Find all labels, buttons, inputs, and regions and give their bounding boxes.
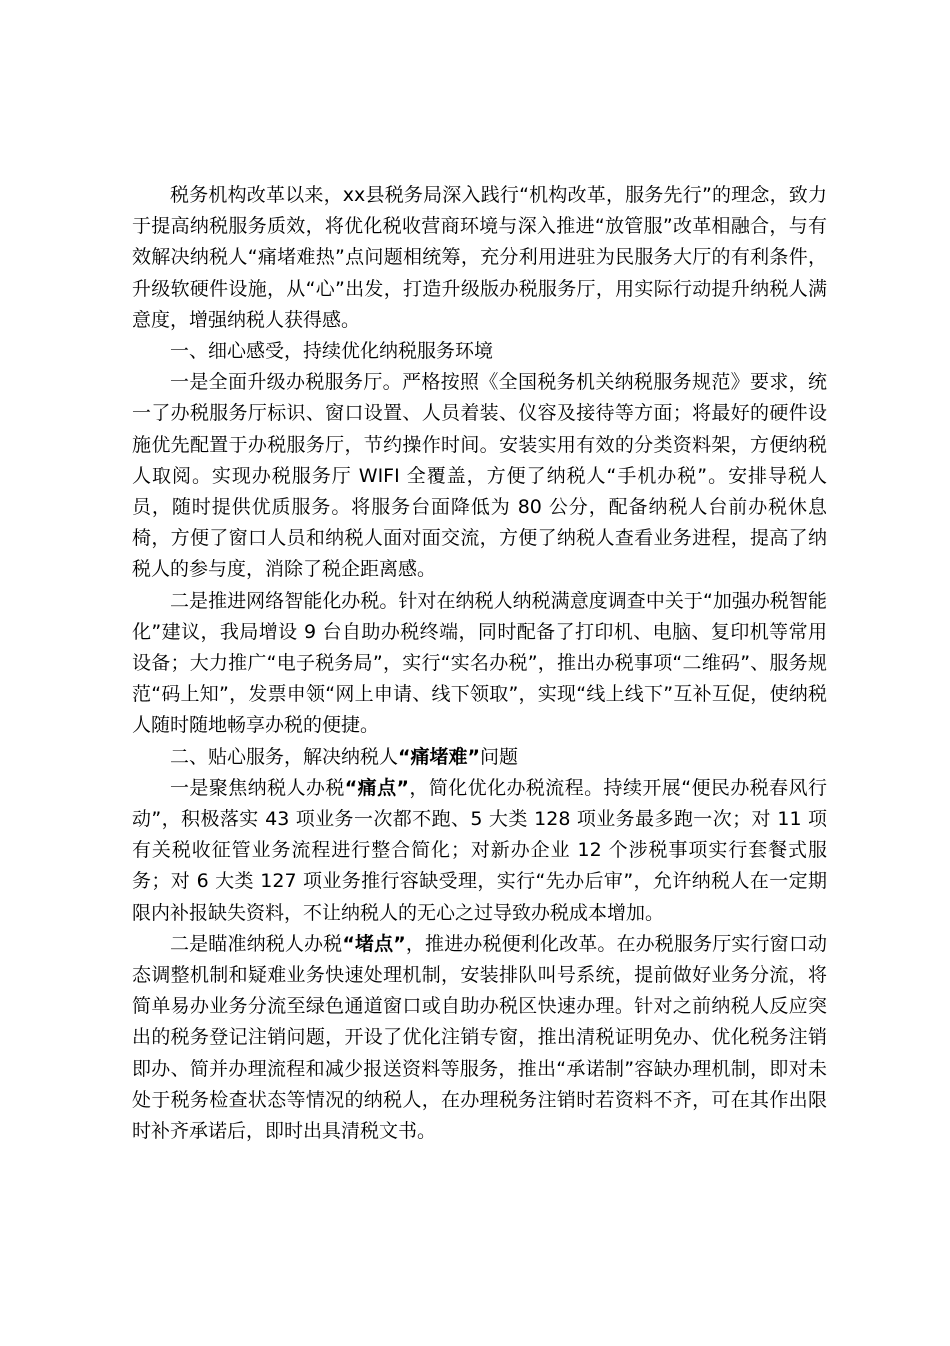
section-2-paragraph-2-body: ，推进办税便利化改革。在办税服务厅实行窗口动态调整机制和疑难业务快速处理机制，安装排队叫号系统，提前做好业务分流，将简单易办业务分流至绿色通道窗口或自助办税区快速办理。针对之前纳税人反应突出的税务登记注销问题，开设了优化注销专窗，推出清税证明免办、优化税务注销即办、简并办理流程和减少报送资料等服务，推出“承诺制”容缺办理机制，即对未处于税务检查状态等情况的纳税人，在办理税务注销时若资料不齐，可在其作出限时补齐承诺后，即时出具清税文书。 [132, 932, 827, 1143]
section-2-heading-emphasis: “痛堵难” [398, 745, 480, 768]
section-2-paragraph-1-lead: 一是聚焦纳税人办税 [170, 776, 345, 799]
section-2-heading-tail: 问题 [480, 745, 519, 768]
section-1-heading: 一、细心感受，持续优化纳税服务环境 [170, 340, 494, 363]
section-2-heading-lead: 二、贴心服务，解决纳税人 [170, 745, 399, 768]
section-2-paragraph-2-lead: 二是瞄准纳税人办税 [170, 932, 343, 955]
section-2-paragraph-1 [132, 773, 827, 929]
section-2-paragraph-2-emphasis: “堵点” [342, 932, 406, 955]
section-2-paragraph-2 [132, 929, 827, 1147]
section-1-paragraph-2: 二是推进网络智能化办税。针对在纳税人纳税满意度调查中关于“加强办税智能化”建议，我局增设 9 台自助办税终端，同时配备了打印机、电脑、复印机等常用设备；大力推广“电子税务局”，实行“实名办税”，推出办税事项“二维码”、服务规范“码上知”，发票申领“网上申请、线下领取”，实现“线上线下”互补互促，使纳税人随时随地畅享办税的便捷。 [132, 589, 827, 737]
section-2-paragraph-1-emphasis: “痛点” [344, 776, 409, 799]
section-2-heading [132, 742, 827, 773]
intro-paragraph: 税务机构改革以来，xx县税务局深入践行“机构改革，服务先行”的理念，致力于提高纳税服务质效，将优化税收营商环境与深入推进“放管服”改革相融合，与有效解决纳税人“痛堵难热”点问题相统筹，充分利用进驻为民服务大厅的有利条件，升级软硬件设施，从“心”出发，打造升级版办税服务厅，用实际行动提升纳税人满意度，增强纳税人获得感。 [132, 184, 827, 331]
document-body [132, 180, 827, 1147]
section-1-paragraph-1: 一是全面升级办税服务厅。严格按照《全国税务机关纳税服务规范》要求，统一了办税服务厅标识、窗口设置、人员着装、仪容及接待等方面；将最好的硬件设施优先配置于办税服务厅，节约操作时间。安装实用有效的分类资料架，方便纳税人取阅。实现办税服务厅 WIFI 全覆盖，方便了纳税人“手机办税”。安排导税人员，随时提供优质服务。将服务台面降低为 80 公分，配备纳税人台前办税休息椅，方便了窗口人员和纳税人面对面交流，方便了纳税人查看业务进程，提高了纳税人的参与度，消除了税企距离感。 [132, 371, 827, 581]
section-2-paragraph-1-body: ，简化优化办税流程。持续开展“便民办税春风行动”，积极落实 43 项业务一次都不跑、5 大类 128 项业务最多跑一次；对 11 项有关税收征管业务流程进行整合简化；对新办企业 12 个涉税事项实行套餐式服务；对 6 大类 127 项业务推行容缺受理，实行“先办后审”，允许纳税人在一定期限内补报缺失资料，不让纳税人的无心之过导致办税成本增加。 [132, 776, 827, 924]
